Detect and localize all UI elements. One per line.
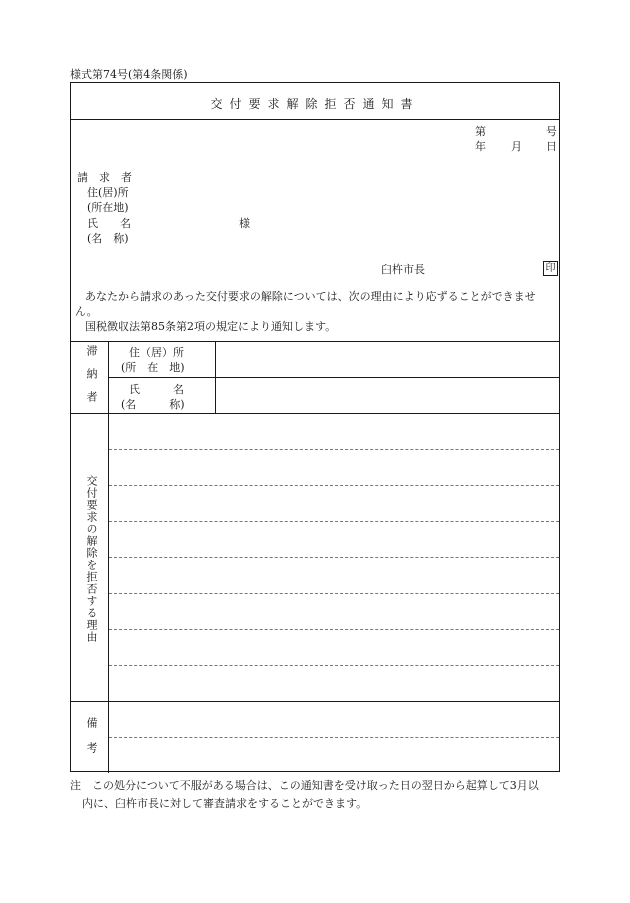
delinquent-name-label: 氏 名 (129, 383, 184, 396)
date-month: 月 (511, 140, 522, 153)
requester-name-label: 氏 名 (87, 217, 131, 230)
date-year: 年 (475, 140, 486, 153)
note-line-2: 内に、臼杵市長に対して審査請求をすることができます。 (82, 797, 368, 810)
title-row (71, 83, 559, 120)
date-day: 日 (546, 140, 557, 153)
reason-line-4 (109, 557, 559, 558)
form-number: 様式第74号(第4条関係) (70, 68, 188, 81)
reason-line-6 (109, 629, 559, 630)
divider-delinquent-mid (108, 377, 559, 378)
document-title: 交付要求解除拒否通知書 (210, 97, 420, 111)
reason-line-7 (109, 665, 559, 666)
delinquent-side-label: 滞納者 (85, 345, 98, 414)
delinquent-address-label-alt: (所 在 地) (121, 361, 185, 374)
seal-mark: 印 (543, 261, 558, 276)
delinquent-name-label-alt: (名 称) (121, 398, 185, 411)
number-suffix: 号 (546, 125, 557, 138)
reason-side-label: 交付要求の解除を拒否する理由 (85, 475, 98, 643)
divider-remarks-top (71, 701, 559, 702)
divider-delinquent-top (71, 341, 559, 342)
requester-heading: 請 求 者 (77, 171, 132, 184)
reason-line-1 (109, 449, 559, 450)
remarks-side-label: 備考 (85, 717, 98, 767)
reason-line-2 (109, 485, 559, 486)
remarks-line-1 (109, 737, 559, 738)
notice-form (70, 82, 560, 772)
issuer-name: 臼杵市長 (381, 263, 425, 276)
requester-address-label: 住(居)所 (87, 186, 129, 199)
honorific: 様 (239, 217, 250, 230)
delinquent-address-label: 住（居）所 (129, 346, 184, 359)
reason-line-3 (109, 521, 559, 522)
reason-line-5 (109, 593, 559, 594)
requester-name-label-alt: (名 称) (87, 232, 129, 245)
requester-address-label-alt: (所在地) (87, 201, 129, 214)
number-prefix: 第 (475, 125, 486, 138)
note-line-1: 注 この処分について不服がある場合は、この通知書を受け取った日の翌日から起算して3月以 (70, 779, 539, 792)
body-paragraph-2: 国税徴収法第85条第2項の規定により通知します。 (85, 320, 337, 333)
body-paragraph-1: あなたから請求のあった交付要求の解除については、次の理由により応ずることができません。 (75, 290, 536, 318)
divider-reason-top (71, 413, 559, 414)
